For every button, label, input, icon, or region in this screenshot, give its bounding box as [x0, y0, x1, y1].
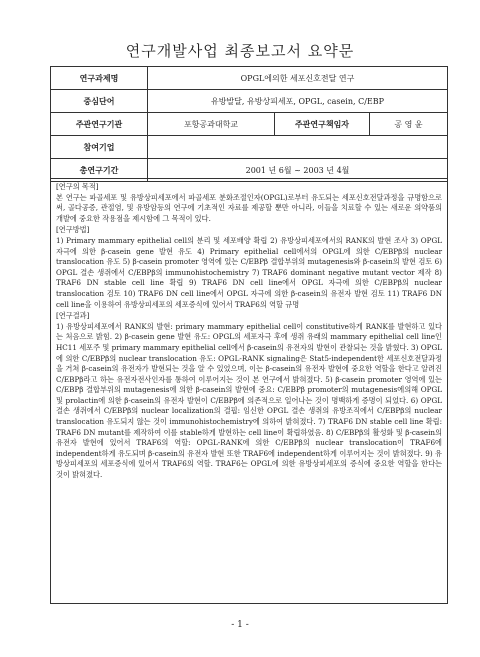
summary-body	[50, 178, 448, 604]
researcher-value: 공 영 윤	[370, 113, 448, 136]
period-value: 2001 년 6월 ~ 2003 년 4월	[148, 159, 448, 182]
purpose-header: [연구의 목적]	[56, 182, 99, 191]
period-label: 총연구기간	[51, 159, 148, 182]
institution-value: 포항공과대학교	[148, 113, 275, 136]
page-title: 연구개발사업 최종보고서 요약문	[125, 42, 355, 60]
project-label: 연구과제명	[51, 67, 148, 90]
method-header: [연구방법]	[56, 225, 90, 235]
keywords-value: 유방발달, 유방상피세포, OPGL, casein, C/EBP	[148, 90, 448, 113]
project-value: OPGL에의한 세포신호전달 연구	[148, 67, 448, 90]
table-row	[51, 136, 448, 159]
participants-value	[148, 136, 448, 159]
institution-label: 주관연구기관	[51, 113, 148, 136]
table-row	[51, 67, 448, 90]
method-text: 1) Primary mammary epithelial cell의 분리 및 세포배양 확립 2) 유방상피세포에서의 RANK의 발현 조사 3) OPGL 자극에 의한 β-casein gene 발현 유도 4) Primary epithelial cell에서의 OPGL에 의한 C/EBPβ의 nuclear translocation 유도 5) β-casein promoter 영역에 있는 C/EBPβ 결합부위의 mutagenesis와 β-casein의 발현 검토 6) OPGL 결손 생쥐에서 C/EBPβ의 immunohistochemistry 7) TRAF6 dominant negative mutant vector 제작 8) TRAF6 DN stable cell line 확립 9) TRAF6 DN cell line에서 OPGL 자극에 의한 C/EBPβ의 nuclear translocation 검토 10) TRAF6 DN cell line에서 OPGL 자극에 의한 β-casein의 유전자 발현 검토 11) TRAF6 DN cell line을 이용하여 유방상피세포의 세포증식에 있어서 TRAF6의 역할 규명	[56, 235, 442, 309]
table-row	[51, 90, 448, 113]
researcher-label: 주관연구책임자	[275, 113, 370, 136]
table-row	[51, 113, 448, 136]
keywords-label: 중심단어	[51, 90, 148, 113]
purpose-text: 본 연구는 파골세포 및 유방상피세포에서 파골세포 분화조절인자(OPGL)로부터 유도되는 세포신호전달과정을 규명함으로써, 골다공증, 관절염, 및 유방암등의 연구에 기초적인 자료를 제공할 뿐만 아니라, 이들을 치료할 수 있는 새로운 의약품의 개발에 중요한 작용점을 제시함에 그 목적이 있다.	[56, 192, 442, 223]
result-header: [연구결과]	[56, 311, 90, 321]
summary-info-table	[50, 66, 448, 182]
page-number: - 1 -	[231, 620, 249, 630]
result-text: 1) 유방상피세포에서 RANK의 발현: primary mammary epithelial cell이 constitutive하게 RANK를 발현하고 있다는 처음으로 밝힘. 2) β-casein gene 발현 유도: OPGL의 세포자극 후에 생쥐 유래의 mammary epithelial cell line인 HC11 세포주 및 primary mammary epithelial cell에서 β-casein의 유전자의 발현이 관찰되는 것을 밝혔다. 3) OPGL에 의한 C/EBPβ의 nuclear translocation 유도: OPGL-RANK signaling은 Stat5-independent한 세포신호전달과정을 거쳐 β-casein의 유전자가 발현되는 것을 알 수 있었으며, 이는 β-casein의 유전자 발현에 중요한 역할을 한다고 알려진 C/EBPβ라고 하는 유전자전사인자를 통하여 이루어지는 것이 본 연구에서 밝혀졌다. 5) β-casein promoter 영역에 있는 C/EBPβ 결합부위의 mutagenesis에 의한 β-casein의 발현에 중요: C/EBPβ promoter의 mutagenesis에의해 OPGL 및 prolactin에 의한 β-casein의 유전자 발현이 C/EBPβ에 의존적으로 일어나는 것이 명백하게 증명이 되었다. 6) OPGL 결손 생쥐에서 C/EBPβ의 nuclear localization의 결핍: 임신한 OPGL 결손 생쥐의 유방조직에서 C/EBPβ의 nuclear translocation 유도되지 않는 것이 immunohistochemistry에 의하여 밝혀졌다. 7) TRAF6 DN stable cell line 확립: TRAF6 DN mutant를 제작하여 이를 stable하게 발현하는 cell line이 확립하였음. 8) C/EBPβ의 활성화 및 β-casein의 유전자 발현에 있어서 TRAF6의 역할: OPGL-RANK에 의한 C/EBPβ의 nuclear translocation이 TRAF6에 independent하게 유도되며 β-casein의 유전자 발현 또한 TRAF6에 independent하게 이루어지는 것이 밝혀졌다. 9) 유방상피세포의 세포증식에 있어서 TRAF6의 역할. TRAF6는 OPGL에 의한 유방상피세포의 증식에 중요한 역할을 한다는 것이 밝혀졌다.	[56, 321, 442, 480]
participants-label: 참여기업	[51, 136, 148, 159]
